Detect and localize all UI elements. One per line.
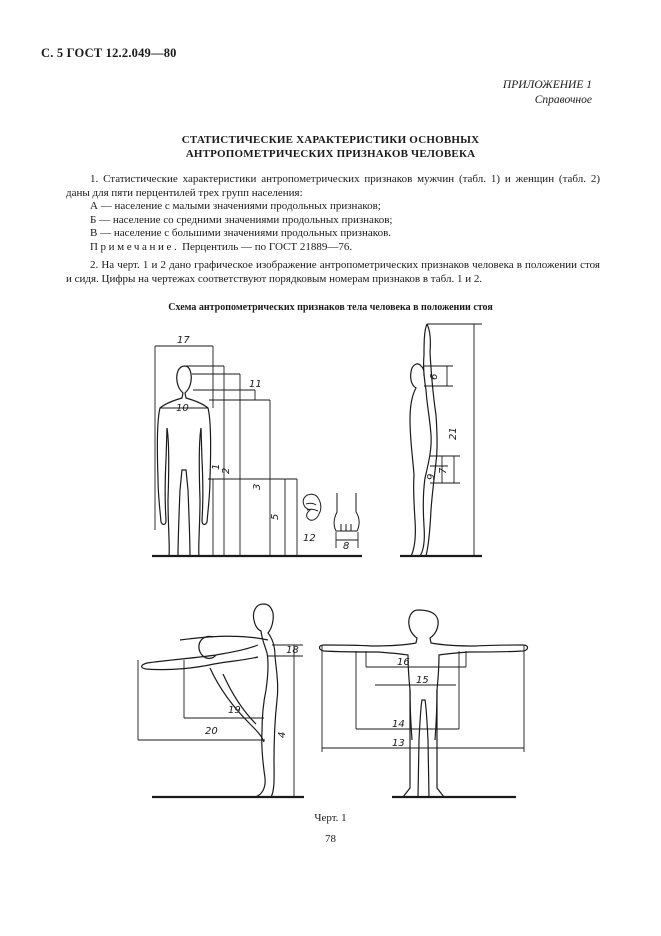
paragraph-1: 1. Статистические характеристики антропометрических признаков мужчин (табл. 1) и женщин (табл. 2) даны для пяти перцентилей трех групп населения: [66, 173, 600, 199]
label-4: 4 [277, 731, 288, 738]
arms-outstretched-figure [320, 610, 528, 797]
page-number: 78 [325, 833, 336, 845]
reaching-side-dimensions [138, 645, 303, 797]
group-c: В — население с большими значениями продольных признаков. [90, 227, 392, 239]
standing-front-figure [157, 366, 210, 556]
dimension-labels [176, 335, 459, 749]
group-b: Б — население со средними значениями продольных признаков; [90, 213, 393, 226]
paragraph-2: 2. На черт. 1 и 2 дано графическое изображение антропометрических признаков человека в положении стоя и сидя. Цифры на чертежах соответствуют порядковым номерам признаков в табл. 1 и 2. [66, 259, 600, 285]
label-18: 18 [286, 645, 299, 656]
figure-title: Схема антропометрических признаков тела человека в положении стоя [168, 302, 493, 313]
label-17: 17 [177, 335, 190, 346]
group-a: А — население с малыми значениями продольных признаков; [90, 200, 381, 212]
label-7: 7 [438, 467, 449, 474]
label-2: 2 [221, 467, 232, 474]
label-21: 21 [448, 427, 459, 440]
label-20: 20 [205, 726, 218, 737]
label-11: 11 [249, 379, 262, 390]
label-12: 12 [303, 533, 316, 544]
label-16: 16 [397, 657, 410, 668]
appendix-kind: Справочное [534, 94, 592, 106]
label-15: 15 [416, 675, 429, 686]
standing-side-figure [410, 324, 437, 556]
title-line-1: СТАТИСТИЧЕСКИЕ ХАРАКТЕРИСТИКИ ОСНОВНЫХ [181, 134, 480, 146]
label-9: 9 [426, 473, 437, 480]
label-3: 3 [252, 483, 263, 490]
figure-caption: Черт. 1 [314, 812, 347, 824]
label-19: 19 [228, 705, 241, 716]
label-14: 14 [392, 719, 405, 730]
label-8: 8 [343, 541, 350, 552]
label-6: 6 [429, 373, 440, 380]
label-10: 10 [176, 403, 189, 414]
label-1: 1 [211, 463, 222, 470]
label-13: 13 [392, 738, 405, 749]
note-label: Примечание. [90, 241, 180, 253]
note-text: Перцентиль — по ГОСТ 21889—76. [179, 241, 353, 253]
label-5: 5 [270, 513, 281, 520]
running-header: С. 5 ГОСТ 12.2.049—80 [41, 46, 177, 60]
title-line-2: АНТРОПОМЕТРИЧЕСКИХ ПРИЗНАКОВ ЧЕЛОВЕКА [185, 148, 476, 160]
arms-outstretched-dimensions [322, 645, 524, 752]
appendix-title: ПРИЛОЖЕНИЕ 1 [502, 79, 592, 91]
reaching-side-figure [142, 604, 278, 797]
